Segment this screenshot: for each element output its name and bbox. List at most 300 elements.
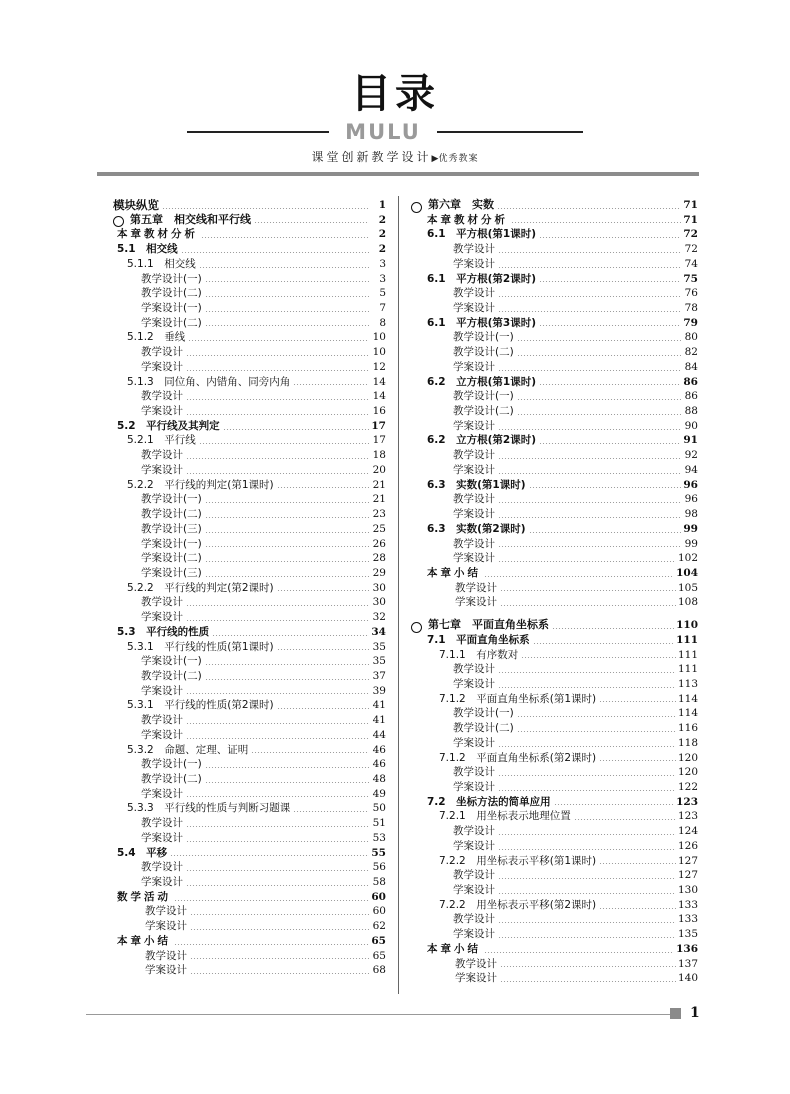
toc-entry[interactable] — [411, 824, 698, 839]
toc-entry[interactable] — [113, 698, 386, 713]
toc-entry-label: 教学设计 — [141, 449, 183, 462]
toc-entry-label: 5.3.3 平行线的性质与判断习题课 — [127, 802, 291, 815]
toc-entry-page: 126 — [677, 839, 698, 852]
toc-entry-page: 105 — [677, 581, 698, 594]
toc-entry[interactable] — [113, 669, 386, 684]
toc-leader-dots — [190, 914, 369, 915]
toc-entry[interactable] — [113, 581, 386, 596]
toc-entry-label: 学案设计 — [141, 787, 183, 800]
toc-entry[interactable] — [411, 839, 698, 854]
toc-entry-page: 51 — [372, 817, 386, 830]
toc-entry-page: 102 — [677, 552, 698, 565]
toc-entry[interactable] — [411, 795, 698, 810]
toc-entry-label: 学案设计(一) — [141, 537, 202, 550]
toc-entry[interactable] — [113, 787, 386, 802]
toc-entry-page: 3 — [379, 272, 386, 285]
toc-entry-page: 120 — [677, 751, 698, 764]
toc-entry-page: 86 — [684, 390, 698, 403]
toc-entry-label: 6.2 立方根(第2课时) — [427, 434, 537, 447]
toc-entry-label: 教学设计 — [141, 861, 183, 874]
toc-entry-page: 48 — [372, 773, 386, 786]
toc-entry-label: 教学设计(一) — [453, 707, 514, 720]
toc-entry[interactable] — [411, 419, 698, 434]
toc-entry-page: 96 — [684, 493, 698, 506]
toc-leader-dots — [199, 267, 369, 268]
toc-entry-label: 教学设计(二) — [453, 722, 514, 735]
toc-entry[interactable] — [113, 345, 386, 360]
toc-entry-label: 教学设计(二) — [453, 346, 514, 359]
toc-leader-dots — [186, 473, 369, 474]
toc-entry-page: 55 — [371, 846, 386, 859]
toc-leader-dots — [498, 473, 681, 474]
toc-entry-page: 21 — [372, 493, 386, 506]
toc-entry[interactable] — [411, 227, 698, 242]
toc-entry-label: 教学设计(一) — [141, 758, 202, 771]
toc-entry[interactable] — [113, 242, 386, 257]
toc-entry[interactable] — [411, 677, 698, 692]
toc-entry-label: 学案设计 — [453, 257, 495, 270]
toc-entry[interactable] — [113, 551, 386, 566]
toc-entry-label: 5.2.2 平行线的判定(第1课时) — [127, 478, 274, 491]
toc-entry-label: 第七章 平面直角坐标系 — [428, 618, 549, 632]
title-rule-left — [187, 131, 329, 133]
toc-entry[interactable] — [113, 801, 386, 816]
toc-leader-dots — [599, 760, 676, 761]
toc-entry-page: 23 — [372, 508, 386, 521]
toc-leader-dots — [254, 222, 369, 223]
toc-entry[interactable] — [113, 963, 386, 978]
subtitle-main: 课堂创新教学设计 — [311, 150, 432, 164]
toc-entry[interactable] — [411, 242, 698, 257]
toc-entry[interactable] — [411, 492, 698, 507]
subtitle-small: 优秀教案 — [438, 154, 479, 164]
toc-entry-page: 136 — [676, 942, 698, 955]
toc-entry-label: 学案设计 — [453, 884, 495, 897]
toc-leader-dots — [498, 687, 676, 688]
toc-leader-dots — [498, 546, 681, 547]
toc-entry-page: 49 — [372, 787, 386, 800]
toc-entry[interactable] — [411, 507, 698, 522]
toc-leader-dots — [498, 937, 676, 938]
toc-entry-label: 5.1 相交线 — [117, 243, 178, 256]
toc-entry[interactable] — [113, 846, 386, 861]
toc-entry[interactable] — [411, 854, 698, 869]
toc-entry[interactable] — [411, 618, 698, 633]
toc-entry-page: 127 — [677, 869, 698, 882]
toc-entry[interactable] — [113, 448, 386, 463]
toc-entry[interactable] — [411, 375, 698, 390]
toc-entry-page: 28 — [372, 552, 386, 565]
toc-entry[interactable] — [113, 389, 386, 404]
toc-leader-dots — [186, 723, 369, 724]
toc-entry-page: 56 — [372, 861, 386, 874]
toc-entry-label: 学案设计(二) — [141, 552, 202, 565]
toc-entry-page: 127 — [677, 854, 698, 867]
toc-leader-dots — [223, 429, 369, 430]
toc-entry-page: 35 — [372, 640, 386, 653]
toc-leader-dots — [186, 796, 369, 797]
toc-entry[interactable] — [113, 890, 386, 905]
toc-entry-label: 教学设计 — [453, 913, 495, 926]
toc-entry-page: 99 — [683, 522, 698, 535]
toc-entry-label: 教学设计(二) — [453, 405, 514, 418]
toc-entry-label: 学案设计 — [455, 596, 497, 609]
toc-entry[interactable] — [113, 595, 386, 610]
toc-leader-dots — [277, 487, 369, 488]
toc-entry[interactable] — [411, 389, 698, 404]
toc-entry-label: 教学设计 — [453, 663, 495, 676]
toc-entry-page: 46 — [372, 758, 386, 771]
toc-entry-label: 教学设计 — [453, 766, 495, 779]
toc-entry[interactable] — [113, 227, 386, 242]
toc-entry[interactable] — [411, 581, 698, 596]
toc-leader-dots — [498, 311, 681, 312]
toc-entry[interactable] — [113, 272, 386, 287]
toc-leader-dots — [574, 819, 676, 820]
toc-leader-dots — [162, 208, 369, 209]
toc-entry[interactable] — [411, 213, 698, 228]
toc-entry-page: 39 — [372, 684, 386, 697]
toc-entry-label: 6.1 平方根(第1课时) — [427, 228, 537, 241]
toc-entry[interactable] — [113, 478, 386, 493]
toc-entry[interactable] — [113, 860, 386, 875]
toc-entry[interactable] — [113, 360, 386, 375]
toc-entry-label: 学案设计 — [141, 728, 183, 741]
toc-entry-page: 18 — [372, 449, 386, 462]
toc-leader-dots — [205, 576, 369, 577]
toc-leader-dots — [498, 502, 681, 503]
toc-entry[interactable] — [411, 633, 698, 648]
toc-entry-label: 本章教材分析 — [117, 228, 198, 241]
toc-entry[interactable] — [411, 316, 698, 331]
toc-entry[interactable] — [113, 831, 386, 846]
toc-leader-dots — [498, 746, 676, 747]
toc-entry-page: 7 — [379, 302, 386, 315]
toc-entry-label: 教学设计(二) — [141, 773, 202, 786]
toc-leader-dots — [498, 849, 676, 850]
toc-entry-page: 104 — [676, 566, 698, 579]
toc-entry-label: 7.1.2 平面直角坐标系(第2课时) — [439, 751, 597, 764]
toc-entry[interactable] — [113, 463, 386, 478]
toc-entry[interactable] — [411, 942, 698, 957]
toc-leader-dots — [186, 605, 369, 606]
toc-entry-label: 教学设计 — [141, 714, 183, 727]
toc-entry-label: 5.2 平行线及其判定 — [117, 419, 220, 432]
toc-leader-dots — [205, 664, 369, 665]
toc-entry-label: 5.3.1 平行线的性质(第1课时) — [127, 640, 274, 653]
toc-entry-page: 50 — [372, 802, 386, 815]
toc-entry-page: 30 — [372, 581, 386, 594]
toc-leader-dots — [186, 414, 369, 415]
toc-entry-page: 14 — [372, 390, 386, 403]
toc-leader-dots — [170, 855, 369, 856]
toc-entry[interactable] — [113, 728, 386, 743]
toc-entry[interactable] — [113, 301, 386, 316]
toc-entry[interactable] — [113, 743, 386, 758]
toc-entry-page: 90 — [684, 419, 698, 432]
toc-entry-page: 118 — [677, 736, 698, 749]
toc-entry[interactable] — [113, 316, 386, 331]
toc-leader-dots — [205, 679, 369, 680]
toc-entry[interactable] — [411, 765, 698, 780]
toc-entry[interactable] — [113, 522, 386, 537]
toc-entry[interactable] — [411, 706, 698, 721]
toc-entry-page: 29 — [372, 566, 386, 579]
toc-leader-dots — [277, 649, 369, 650]
toc-entry-label: 教学设计 — [453, 537, 495, 550]
toc-entry-page: 133 — [677, 913, 698, 926]
column-divider — [398, 196, 399, 994]
toc-entry[interactable] — [411, 272, 698, 287]
toc-entry-label: 5.3 平行线的性质 — [117, 625, 210, 638]
toc-entry-label: 教学设计 — [145, 905, 187, 918]
toc-leader-dots — [517, 716, 676, 717]
toc-entry-page: 75 — [683, 272, 698, 285]
toc-entry[interactable] — [113, 713, 386, 728]
toc-entry[interactable] — [113, 816, 386, 831]
toc-leader-dots — [205, 502, 369, 503]
toc-entry-label: 教学设计 — [453, 243, 495, 256]
toc-leader-dots — [498, 672, 676, 673]
toc-leader-dots — [497, 208, 681, 209]
toc-entry[interactable] — [113, 757, 386, 772]
toc-entry-page: 14 — [372, 375, 386, 388]
toc-entry[interactable] — [411, 809, 698, 824]
toc-entry[interactable] — [411, 257, 698, 272]
footer-rule — [86, 1014, 670, 1015]
toc-entry[interactable] — [411, 404, 698, 419]
toc-entry-label: 5.1.1 相交线 — [127, 257, 196, 270]
toc-entry-label: 学案设计 — [453, 677, 495, 690]
toc-leader-dots — [484, 952, 674, 953]
toc-entry[interactable] — [411, 648, 698, 663]
toc-entry-page: 137 — [677, 957, 698, 970]
toc-leader-dots — [205, 767, 369, 768]
toc-leader-dots — [277, 590, 369, 591]
toc-leader-dots — [498, 458, 681, 459]
toc-entry-label: 学案设计 — [141, 876, 183, 889]
toc-entry-page: 58 — [372, 876, 386, 889]
toc-entry-label: 学案设计 — [455, 972, 497, 985]
toc-entry[interactable] — [411, 957, 698, 972]
toc-entry-page: 108 — [677, 596, 698, 609]
toc-entry-page: 2 — [378, 228, 386, 241]
title-pinyin-row — [0, 120, 790, 144]
toc-entry[interactable] — [113, 640, 386, 655]
toc-entry[interactable] — [411, 522, 698, 537]
toc-entry[interactable] — [113, 654, 386, 669]
toc-leader-dots — [186, 458, 369, 459]
toc-leader-dots — [251, 752, 369, 753]
toc-entry-page: 123 — [677, 810, 698, 823]
toc-leader-dots — [205, 561, 369, 562]
toc-leader-dots — [293, 811, 369, 812]
chapter-circle-icon — [411, 202, 422, 213]
toc-entry-page: 17 — [372, 434, 386, 447]
toc-leader-dots — [517, 731, 676, 732]
toc-entry-label: 学案设计 — [453, 552, 495, 565]
header-gray-bar — [97, 172, 699, 176]
toc-entry[interactable] — [113, 257, 386, 272]
toc-entry[interactable] — [113, 875, 386, 890]
toc-entry-page: 94 — [684, 463, 698, 476]
toc-entry-page: 110 — [676, 619, 698, 632]
toc-leader-dots — [186, 370, 369, 371]
toc-entry[interactable] — [411, 463, 698, 478]
toc-entry[interactable] — [411, 595, 698, 610]
toc-entry[interactable] — [113, 286, 386, 301]
toc-entry-label: 学案设计 — [141, 611, 183, 624]
toc-entry[interactable] — [411, 551, 698, 566]
toc-entry-label: 7.2 坐标方法的简单应用 — [427, 795, 551, 808]
toc-entry-page: 130 — [677, 884, 698, 897]
toc-entry[interactable] — [113, 566, 386, 581]
toc-entry[interactable] — [411, 301, 698, 316]
toc-entry[interactable] — [113, 404, 386, 419]
toc-entry-page: 60 — [371, 890, 386, 903]
toc-entry[interactable] — [113, 213, 386, 228]
toc-entry-label: 6.3 实数(第2课时) — [427, 522, 526, 535]
toc-entry[interactable] — [411, 898, 698, 913]
toc-entry-page: 25 — [372, 522, 386, 535]
toc-entry-label: 7.1.1 有序数对 — [439, 648, 519, 661]
toc-leader-dots — [539, 384, 681, 385]
toc-entry[interactable] — [411, 198, 698, 213]
toc-entry[interactable] — [411, 927, 698, 942]
toc-entry-page: 30 — [372, 596, 386, 609]
toc-leader-dots — [186, 738, 369, 739]
toc-entry[interactable] — [113, 905, 386, 920]
toc-leader-dots — [498, 517, 681, 518]
toc-leader-dots — [498, 429, 681, 430]
toc-entry[interactable] — [411, 478, 698, 493]
toc-entry[interactable] — [411, 286, 698, 301]
toc-entry[interactable] — [411, 736, 698, 751]
toc-entry[interactable] — [113, 198, 386, 213]
toc-entry-page: 34 — [371, 625, 386, 638]
toc-entry[interactable] — [411, 662, 698, 677]
toc-entry-page: 135 — [677, 928, 698, 941]
toc-leader-dots — [498, 790, 676, 791]
toc-entry-label: 学案设计 — [141, 360, 183, 373]
toc-leader-dots — [205, 325, 369, 326]
toc-leader-dots — [205, 281, 369, 282]
toc-entry[interactable] — [113, 934, 386, 949]
toc-entry-page: 41 — [372, 699, 386, 712]
toc-entry-label: 学案设计 — [453, 508, 495, 521]
toc-leader-dots — [500, 981, 676, 982]
toc-entry[interactable] — [411, 721, 698, 736]
toc-entry[interactable] — [411, 330, 698, 345]
toc-entry[interactable] — [113, 772, 386, 787]
toc-entry[interactable] — [113, 492, 386, 507]
toc-entry-label: 教学设计(二) — [141, 669, 202, 682]
toc-entry-label: 学案设计 — [145, 964, 187, 977]
toc-leader-dots — [186, 693, 369, 694]
toc-entry[interactable] — [411, 537, 698, 552]
toc-entry[interactable] — [113, 434, 386, 449]
toc-entry[interactable] — [113, 507, 386, 522]
toc-entry[interactable] — [411, 971, 698, 986]
toc-entry-page: 120 — [677, 766, 698, 779]
toc-leader-dots — [498, 561, 676, 562]
toc-entry[interactable] — [411, 360, 698, 375]
toc-entry-page: 133 — [677, 898, 698, 911]
toc-entry[interactable] — [411, 868, 698, 883]
toc-entry[interactable] — [113, 610, 386, 625]
toc-entry[interactable] — [411, 692, 698, 707]
toc-entry-label: 7.2.2 用坐标表示平移(第1课时) — [439, 854, 597, 867]
toc-leader-dots — [498, 775, 676, 776]
toc-entry-page: 72 — [684, 243, 698, 256]
toc-entry[interactable] — [113, 375, 386, 390]
toc-entry-label: 教学设计 — [453, 869, 495, 882]
toc-entry-page: 35 — [372, 655, 386, 668]
toc-leader-dots — [201, 237, 369, 238]
toc-entry[interactable] — [113, 919, 386, 934]
toc-entry[interactable] — [113, 949, 386, 964]
toc-leader-dots — [500, 605, 676, 606]
toc-leader-dots — [539, 325, 681, 326]
toc-entry-label: 教学设计(二) — [141, 508, 202, 521]
toc-leader-dots — [277, 708, 369, 709]
toc-entry-page: 98 — [684, 508, 698, 521]
toc-entry[interactable] — [411, 448, 698, 463]
toc-leader-dots — [181, 252, 369, 253]
toc-entry-page: 44 — [372, 728, 386, 741]
toc-leader-dots — [212, 635, 369, 636]
toc-entry-page: 88 — [684, 405, 698, 418]
toc-entry-label: 5.1.2 垂线 — [127, 331, 186, 344]
toc-entry[interactable] — [411, 566, 698, 581]
toc-entry-page: 10 — [372, 346, 386, 359]
toc-entry-label: 7.1.2 平面直角坐标系(第1课时) — [439, 692, 597, 705]
toc-entry[interactable] — [411, 751, 698, 766]
toc-entry[interactable] — [113, 330, 386, 345]
toc-entry-page: 17 — [371, 419, 386, 432]
toc-leader-dots — [517, 340, 681, 341]
toc-entry-page: 114 — [677, 692, 698, 705]
toc-entry-label: 教学设计 — [455, 581, 497, 594]
toc-entry[interactable] — [411, 913, 698, 928]
toc-entry-page: 32 — [372, 611, 386, 624]
toc-entry[interactable] — [113, 419, 386, 434]
toc-entry[interactable] — [113, 625, 386, 640]
toc-entry-label: 教学设计(三) — [141, 522, 202, 535]
toc-entry-label: 6.1 平方根(第2课时) — [427, 272, 537, 285]
toc-entry-label: 教学设计(一) — [453, 390, 514, 403]
toc-entry-page: 68 — [372, 964, 386, 977]
toc-entry-page: 3 — [379, 257, 386, 270]
toc-entry[interactable] — [411, 434, 698, 449]
toc-leader-dots — [205, 296, 369, 297]
toc-entry[interactable] — [411, 883, 698, 898]
toc-entry-label: 学案设计 — [453, 302, 495, 315]
toc-leader-dots — [498, 267, 681, 268]
toc-entry-page: 96 — [683, 478, 698, 491]
toc-entry[interactable] — [113, 684, 386, 699]
toc-entry-label: 学案设计 — [453, 463, 495, 476]
toc-entry-label: 学案设计 — [145, 920, 187, 933]
toc-entry-page: 91 — [683, 434, 698, 447]
toc-entry[interactable] — [411, 780, 698, 795]
page-title: 目录 — [351, 70, 439, 117]
toc-leader-dots — [511, 222, 681, 223]
toc-entry[interactable] — [113, 537, 386, 552]
toc-entry-page: 116 — [677, 722, 698, 735]
toc-entry-label: 学案设计 — [453, 839, 495, 852]
toc-entry[interactable] — [411, 345, 698, 360]
